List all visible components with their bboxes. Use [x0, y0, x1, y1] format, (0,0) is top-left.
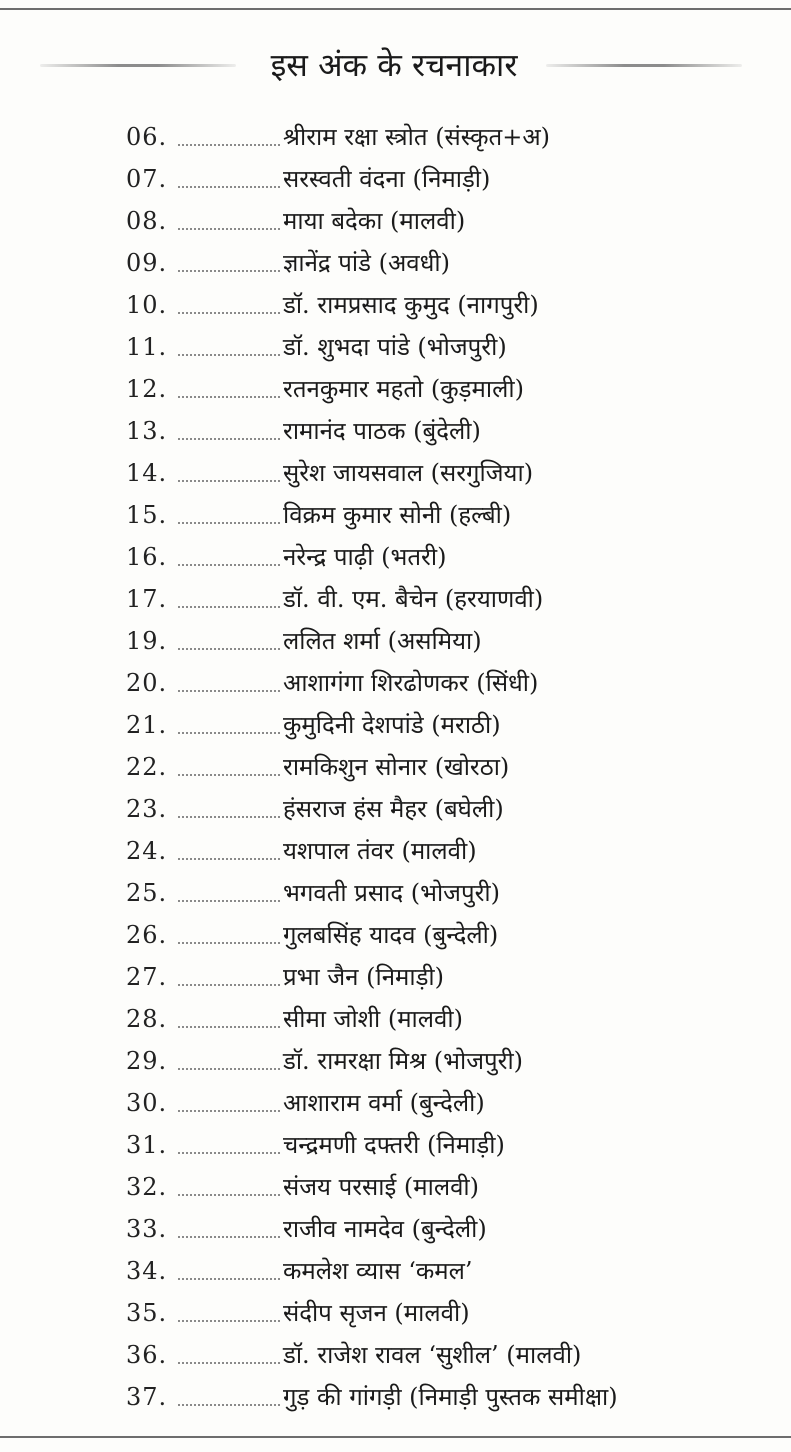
page-number: 37. [126, 1383, 168, 1411]
page-number: 19. [126, 627, 168, 655]
dot-leader [178, 144, 280, 146]
dot-leader [178, 1278, 280, 1280]
list-item [0, 955, 791, 997]
page-number: 27. [126, 963, 168, 991]
title-right-line [546, 64, 742, 67]
contributor-name: विक्रम कुमार सोनी (हल्बी) [283, 501, 512, 529]
contributor-name: डॉ. वी. एम. बैचेन (हरयाणवी) [283, 585, 544, 613]
dot-leader [178, 648, 280, 650]
page-number: 07. [126, 165, 168, 193]
list-item [0, 1375, 791, 1417]
dot-leader [178, 396, 280, 398]
list-item [0, 913, 791, 955]
page-number: 36. [126, 1341, 168, 1369]
page-number: 21. [126, 711, 168, 739]
page-title: इस अंक के रचनाकार [270, 46, 518, 84]
page-number: 33. [126, 1215, 168, 1243]
dot-leader [178, 816, 280, 818]
list-item [0, 1291, 791, 1333]
dot-leader [178, 774, 280, 776]
contributor-name: गुड़ की गांगड़ी (निमाड़ी पुस्तक समीक्षा) [283, 1383, 618, 1411]
dot-leader [178, 1404, 280, 1406]
list-item [0, 199, 791, 241]
dot-leader [178, 1110, 280, 1112]
page-number: 20. [126, 669, 168, 697]
list-item [0, 1333, 791, 1375]
contributor-name: डॉ. रामप्रसाद कुमुद (नागपुरी) [283, 291, 539, 319]
contributor-name: राजीव नामदेव (बुन्देली) [283, 1215, 487, 1243]
dot-leader [178, 438, 280, 440]
title-row [0, 40, 791, 90]
bottom-rule [0, 1436, 791, 1438]
page-number: 34. [126, 1257, 168, 1285]
dot-leader [178, 228, 280, 230]
list-item [0, 577, 791, 619]
dot-leader [178, 1320, 280, 1322]
list-item [0, 997, 791, 1039]
title-left-line [40, 64, 236, 67]
dot-leader [178, 1026, 280, 1028]
list-item [0, 367, 791, 409]
dot-leader [178, 942, 280, 944]
dot-leader [178, 690, 280, 692]
contributor-name: संदीप सृजन (मालवी) [283, 1299, 470, 1327]
list-item [0, 745, 791, 787]
contributor-name: श्रीराम रक्षा स्त्रोत (संस्कृत+अ) [283, 123, 551, 151]
page-number: 31. [126, 1131, 168, 1159]
list-item [0, 1081, 791, 1123]
page-number: 35. [126, 1299, 168, 1327]
contributor-name: गुलबसिंह यादव (बुन्देली) [283, 921, 499, 949]
page-number: 29. [126, 1047, 168, 1075]
dot-leader [178, 1152, 280, 1154]
page-number: 06. [126, 123, 168, 151]
list-item [0, 409, 791, 451]
list-item [0, 871, 791, 913]
list-item [0, 283, 791, 325]
contributor-name: कुमुदिनी देशपांडे (मराठी) [283, 711, 501, 739]
dot-leader [178, 186, 280, 188]
page-number: 32. [126, 1173, 168, 1201]
list-item [0, 451, 791, 493]
top-rule [0, 8, 791, 10]
contributor-name: ललित शर्मा (असमिया) [283, 627, 482, 655]
contributor-name: रतनकुमार महतो (कुड़माली) [283, 375, 524, 403]
dot-leader [178, 858, 280, 860]
list-item [0, 325, 791, 367]
dot-leader [178, 732, 280, 734]
dot-leader [178, 1068, 280, 1070]
dot-leader [178, 480, 280, 482]
page-number: 26. [126, 921, 168, 949]
list-item [0, 157, 791, 199]
list-item [0, 619, 791, 661]
dot-leader [178, 564, 280, 566]
contributors-list [0, 115, 791, 1417]
contributor-name: डॉ. राजेश रावल ‘सुशील’ (मालवी) [283, 1341, 582, 1369]
contributor-name: सुरेश जायसवाल (सरगुजिया) [283, 459, 534, 487]
page-number: 28. [126, 1005, 168, 1033]
list-item [0, 1039, 791, 1081]
page-number: 22. [126, 753, 168, 781]
contributor-name: सरस्वती वंदना (निमाड़ी) [283, 165, 491, 193]
dot-leader [178, 1236, 280, 1238]
dot-leader [178, 522, 280, 524]
dot-leader [178, 312, 280, 314]
page-number: 09. [126, 249, 168, 277]
page-number: 17. [126, 585, 168, 613]
list-item [0, 829, 791, 871]
contributor-name: माया बदेका (मालवी) [283, 207, 466, 235]
contributor-name: रामानंद पाठक (बुंदेली) [283, 417, 481, 445]
dot-leader [178, 1362, 280, 1364]
list-item [0, 493, 791, 535]
contributor-name: भगवती प्रसाद (भोजपुरी) [283, 879, 501, 907]
page-number: 14. [126, 459, 168, 487]
list-item [0, 115, 791, 157]
page-number: 16. [126, 543, 168, 571]
page-number: 08. [126, 207, 168, 235]
contributor-name: आशाराम वर्मा (बुन्देली) [283, 1089, 485, 1117]
list-item [0, 1207, 791, 1249]
dot-leader [178, 1194, 280, 1196]
page-number: 24. [126, 837, 168, 865]
list-item [0, 1249, 791, 1291]
contributor-name: प्रभा जैन (निमाड़ी) [283, 963, 445, 991]
dot-leader [178, 606, 280, 608]
list-item [0, 241, 791, 283]
dot-leader [178, 354, 280, 356]
list-item [0, 1123, 791, 1165]
dot-leader [178, 900, 280, 902]
contributor-name: हंसराज हंस मैहर (बघेली) [283, 795, 504, 823]
page-number: 25. [126, 879, 168, 907]
list-item [0, 703, 791, 745]
contributor-name: सीमा जोशी (मालवी) [283, 1005, 463, 1033]
dot-leader [178, 270, 280, 272]
contributor-name: संजय परसाई (मालवी) [283, 1173, 480, 1201]
contributor-name: चन्द्रमणी दफ्तरी (निमाड़ी) [283, 1131, 505, 1159]
list-item [0, 787, 791, 829]
contributor-name: डॉ. रामरक्षा मिश्र (भोजपुरी) [283, 1047, 524, 1075]
page-number: 23. [126, 795, 168, 823]
page-number: 12. [126, 375, 168, 403]
page-number: 13. [126, 417, 168, 445]
contributor-name: नरेन्द्र पाढ़ी (भतरी) [283, 543, 447, 571]
contributor-name: ज्ञानेंद्र पांडे (अवधी) [283, 249, 450, 277]
list-item [0, 1165, 791, 1207]
contributor-name: रामकिशुन सोनार (खोरठा) [283, 753, 510, 781]
contributor-name: डॉ. शुभदा पांडे (भोजपुरी) [283, 333, 507, 361]
contributor-name: यशपाल तंवर (मालवी) [283, 837, 477, 865]
contributor-name: कमलेश व्यास ‘कमल’ [283, 1257, 473, 1285]
list-item [0, 535, 791, 577]
dot-leader [178, 984, 280, 986]
contributor-name: आशागंगा शिरढोणकर (सिंधी) [283, 669, 539, 697]
page-number: 30. [126, 1089, 168, 1117]
page-number: 15. [126, 501, 168, 529]
page-number: 11. [126, 333, 168, 361]
list-item [0, 661, 791, 703]
page-number: 10. [126, 291, 168, 319]
